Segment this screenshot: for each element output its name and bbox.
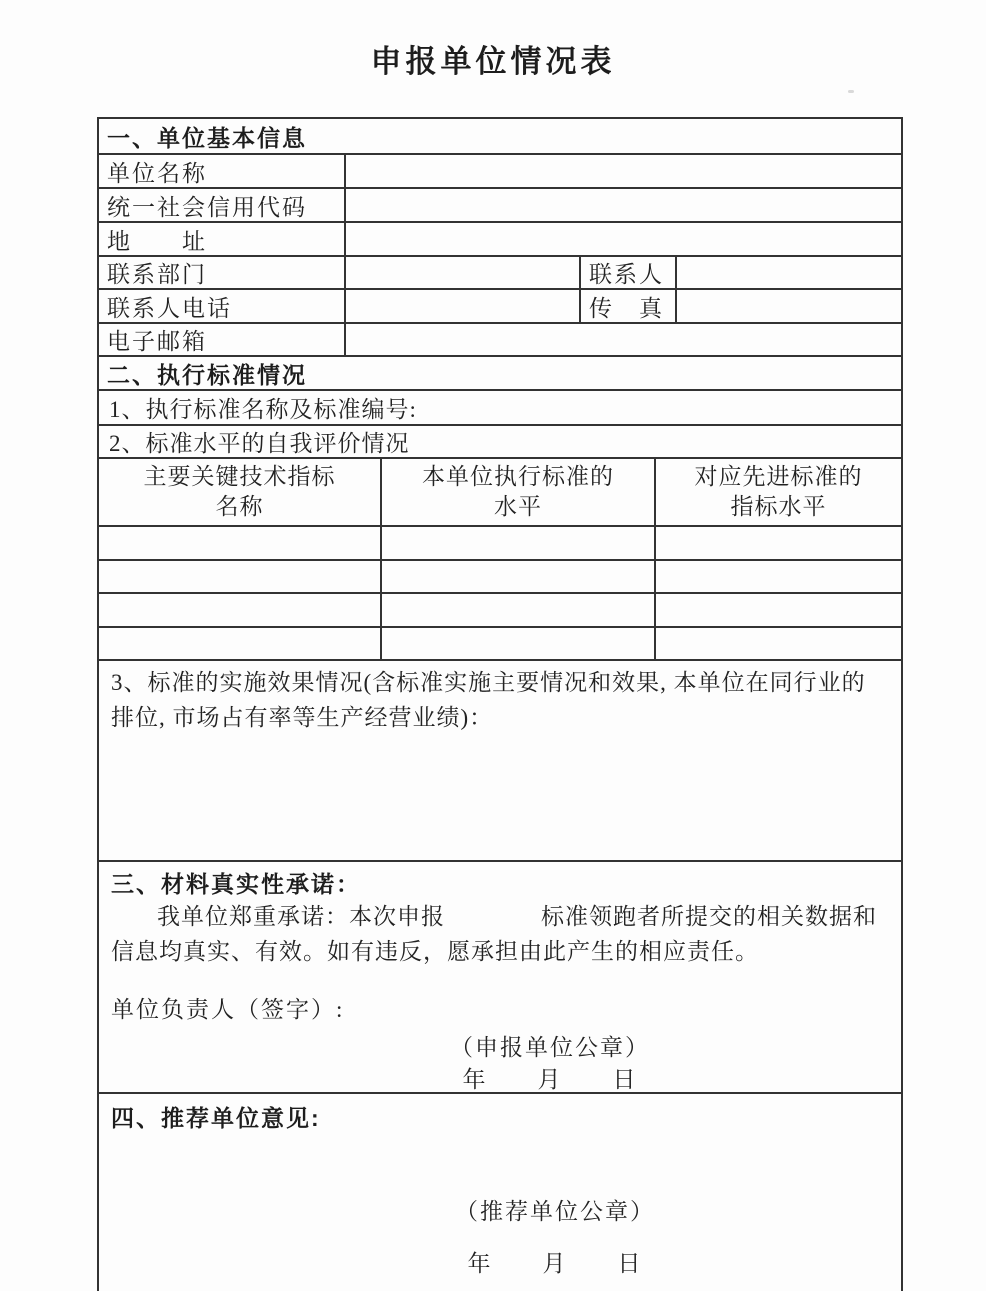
eval-cell — [654, 594, 901, 626]
email-row — [99, 322, 901, 355]
eval-table-header-row — [99, 457, 901, 525]
standard-name-number-label: 1、执行标准名称及标准编号: — [109, 397, 417, 422]
section2-header-row — [99, 355, 901, 389]
fax-value-cell — [675, 290, 901, 322]
contact-dept-value-cell — [344, 257, 579, 288]
section1-header-row — [99, 119, 901, 153]
scan-artifact — [848, 90, 854, 93]
eval-col1-line2: 名称 — [215, 494, 264, 519]
eval-col2-line1: 本单位执行标准的 — [422, 464, 614, 489]
eval-empty-row-4 — [99, 626, 901, 659]
eval-col2-line2: 水平 — [494, 494, 542, 519]
recommendation-section — [99, 1092, 901, 1291]
contact-dept-label: 联系部门 — [107, 262, 207, 287]
recommender-seal-note: （推荐单位公章） — [455, 1199, 655, 1224]
address-label: 地 址 — [107, 228, 207, 254]
contact-phone-row — [99, 288, 901, 322]
credit-code-label: 统一社会信用代码 — [107, 194, 307, 220]
application-form-table — [97, 117, 903, 1291]
self-evaluation-label: 2、标准水平的自我评价情况 — [109, 431, 410, 456]
email-value-cell — [344, 324, 901, 355]
address-row — [99, 221, 901, 255]
eval-cell — [654, 527, 901, 559]
eval-cell — [99, 594, 380, 626]
applicant-seal-note: （申报单位公章） — [450, 1035, 650, 1060]
fax-label: 传 真 — [579, 290, 675, 322]
recommendation-date-line: 年 月 日 — [467, 1251, 643, 1276]
form-title: 申报单位情况表 — [370, 44, 616, 79]
commitment-section — [99, 860, 901, 1092]
eval-col-unit-level-header — [380, 459, 654, 525]
eval-col1-line1: 主要关键技术指标 — [143, 464, 336, 489]
eval-empty-row-3 — [99, 592, 901, 626]
section3-header: 三、材料真实性承诺： — [111, 871, 361, 897]
section1-header: 一、单位基本信息 — [107, 124, 307, 151]
address-value-cell — [344, 223, 901, 255]
eval-col-indicator-name-header — [99, 459, 380, 525]
standard-name-number-row — [99, 389, 901, 424]
contact-person-value-cell — [675, 257, 901, 288]
section2-header: 二、执行标准情况 — [107, 361, 307, 388]
eval-cell — [99, 527, 380, 559]
eval-empty-row-2 — [99, 559, 901, 592]
eval-col3-line2: 指标水平 — [730, 494, 827, 519]
eval-cell — [380, 594, 654, 626]
unit-name-label: 单位名称 — [107, 160, 207, 186]
implementation-effect-label: 3、标准的实施效果情况(含标准实施主要情况和效果, 本单位在同行业的排位, 市场占有率等生产经营业绩)： — [111, 670, 866, 730]
credit-code-value-cell — [344, 189, 901, 221]
commitment-body: 我单位郑重承诺：本次申报 标准领跑者所提交的相关数据和信息均真实、有效。如有违反，愿承担由此产生的相应责任。 — [111, 904, 877, 964]
credit-code-row — [99, 187, 901, 221]
eval-cell — [380, 527, 654, 559]
section4-header: 四、推荐单位意见: — [111, 1105, 321, 1131]
implementation-effect-section — [99, 659, 901, 860]
eval-col-advanced-level-header — [654, 459, 901, 525]
eval-col3-line1: 对应先进标准的 — [694, 464, 863, 489]
eval-cell — [380, 628, 654, 659]
contact-person-label: 联系人 — [579, 257, 675, 288]
eval-cell — [99, 561, 380, 592]
eval-cell — [654, 628, 901, 659]
contact-phone-label: 联系人电话 — [107, 295, 232, 321]
eval-cell — [99, 628, 380, 659]
self-evaluation-row — [99, 424, 901, 457]
contact-phone-value-cell — [344, 290, 579, 322]
eval-empty-row-1 — [99, 525, 901, 559]
eval-cell — [654, 561, 901, 592]
eval-cell — [380, 561, 654, 592]
commitment-date-line: 年 月 日 — [462, 1067, 638, 1092]
unit-name-value-cell — [344, 155, 901, 187]
unit-name-row — [99, 153, 901, 187]
contact-dept-row — [99, 255, 901, 288]
signer-label: 单位负责人（签字）: — [111, 997, 345, 1022]
email-label: 电子邮箱 — [107, 329, 207, 354]
